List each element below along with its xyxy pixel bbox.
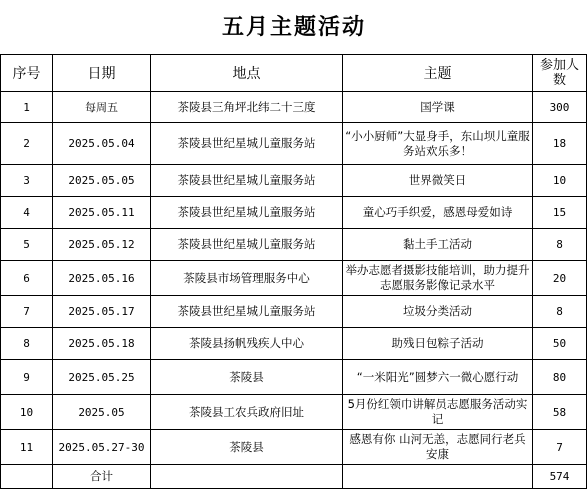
row-count: 8 [533,296,587,328]
row-place: 茶陵县世纪星城儿童服务站 [151,296,343,328]
row-theme: 黏土手工活动 [343,229,533,261]
row-date: 2025.05.12 [53,229,151,261]
total-count: 574 [533,465,587,489]
row-seq: 3 [1,165,53,197]
table-row [1,165,587,197]
row-count: 18 [533,123,587,165]
total-row [1,465,587,489]
row-date: 2025.05.04 [53,123,151,165]
row-date: 2025.05.11 [53,197,151,229]
row-theme: 国学课 [343,92,533,123]
row-place: 茶陵县工农兵政府旧址 [151,395,343,430]
row-seq: 2 [1,123,53,165]
row-theme: 垃圾分类活动 [343,296,533,328]
table-header-row [1,55,587,92]
row-date: 2025.05.27-30 [53,430,151,465]
row-place: 茶陵县市场管理服务中心 [151,261,343,296]
row-count: 7 [533,430,587,465]
row-count: 8 [533,229,587,261]
row-count: 15 [533,197,587,229]
row-date: 2025.05.25 [53,360,151,395]
table-row [1,197,587,229]
row-count: 300 [533,92,587,123]
row-seq: 6 [1,261,53,296]
row-seq: 1 [1,92,53,123]
header-place: 地点 [151,55,343,92]
row-place: 茶陵县世纪星城儿童服务站 [151,197,343,229]
row-place: 茶陵县世纪星城儿童服务站 [151,123,343,165]
row-date: 每周五 [53,92,151,123]
header-seq: 序号 [1,55,53,92]
row-seq: 10 [1,395,53,430]
header-theme: 主题 [343,55,533,92]
table-row [1,395,587,430]
table-row [1,261,587,296]
row-theme: 5月份红领巾讲解员志愿服务活动实记 [343,395,533,430]
row-date: 2025.05 [53,395,151,430]
activity-table [0,54,587,489]
header-date: 日期 [53,55,151,92]
row-seq: 8 [1,328,53,360]
row-place: 茶陵县世纪星城儿童服务站 [151,165,343,197]
row-seq: 4 [1,197,53,229]
table-row [1,430,587,465]
table-row [1,229,587,261]
row-seq: 11 [1,430,53,465]
table-row [1,296,587,328]
total-theme-cell [343,465,533,489]
row-place: 茶陵县世纪星城儿童服务站 [151,229,343,261]
row-theme: “一米阳光”圆梦六一微心愿行动 [343,360,533,395]
row-date: 2025.05.16 [53,261,151,296]
row-count: 58 [533,395,587,430]
row-count: 20 [533,261,587,296]
header-count: 参加人数 [533,55,587,92]
row-count: 50 [533,328,587,360]
table-row [1,360,587,395]
row-theme: 童心巧手织爱，感恩母爱如诗 [343,197,533,229]
table-row [1,328,587,360]
row-seq: 5 [1,229,53,261]
total-place-cell [151,465,343,489]
row-count: 10 [533,165,587,197]
row-theme: 助残日包粽子活动 [343,328,533,360]
total-seq-cell [1,465,53,489]
row-date: 2025.05.18 [53,328,151,360]
row-place: 茶陵县扬帆残疾人中心 [151,328,343,360]
row-date: 2025.05.17 [53,296,151,328]
row-theme: 举办志愿者摄影技能培训，助力提升志愿服务影像记录水平 [343,261,533,296]
row-theme: “小小厨师”大显身手，东山坝儿童服务站欢乐多！ [343,123,533,165]
row-place: 茶陵县三角坪北纬二十三度 [151,92,343,123]
row-place: 茶陵县 [151,360,343,395]
row-count: 80 [533,360,587,395]
total-label: 合计 [53,465,151,489]
row-theme: 世界微笑日 [343,165,533,197]
row-theme: 感恩有你 山河无恙，志愿同行老兵安康 [343,430,533,465]
table-row [1,123,587,165]
row-seq: 7 [1,296,53,328]
table-row [1,92,587,123]
row-place: 茶陵县 [151,430,343,465]
row-seq: 9 [1,360,53,395]
row-date: 2025.05.05 [53,165,151,197]
page-title: 五月主题活动 [221,14,366,40]
